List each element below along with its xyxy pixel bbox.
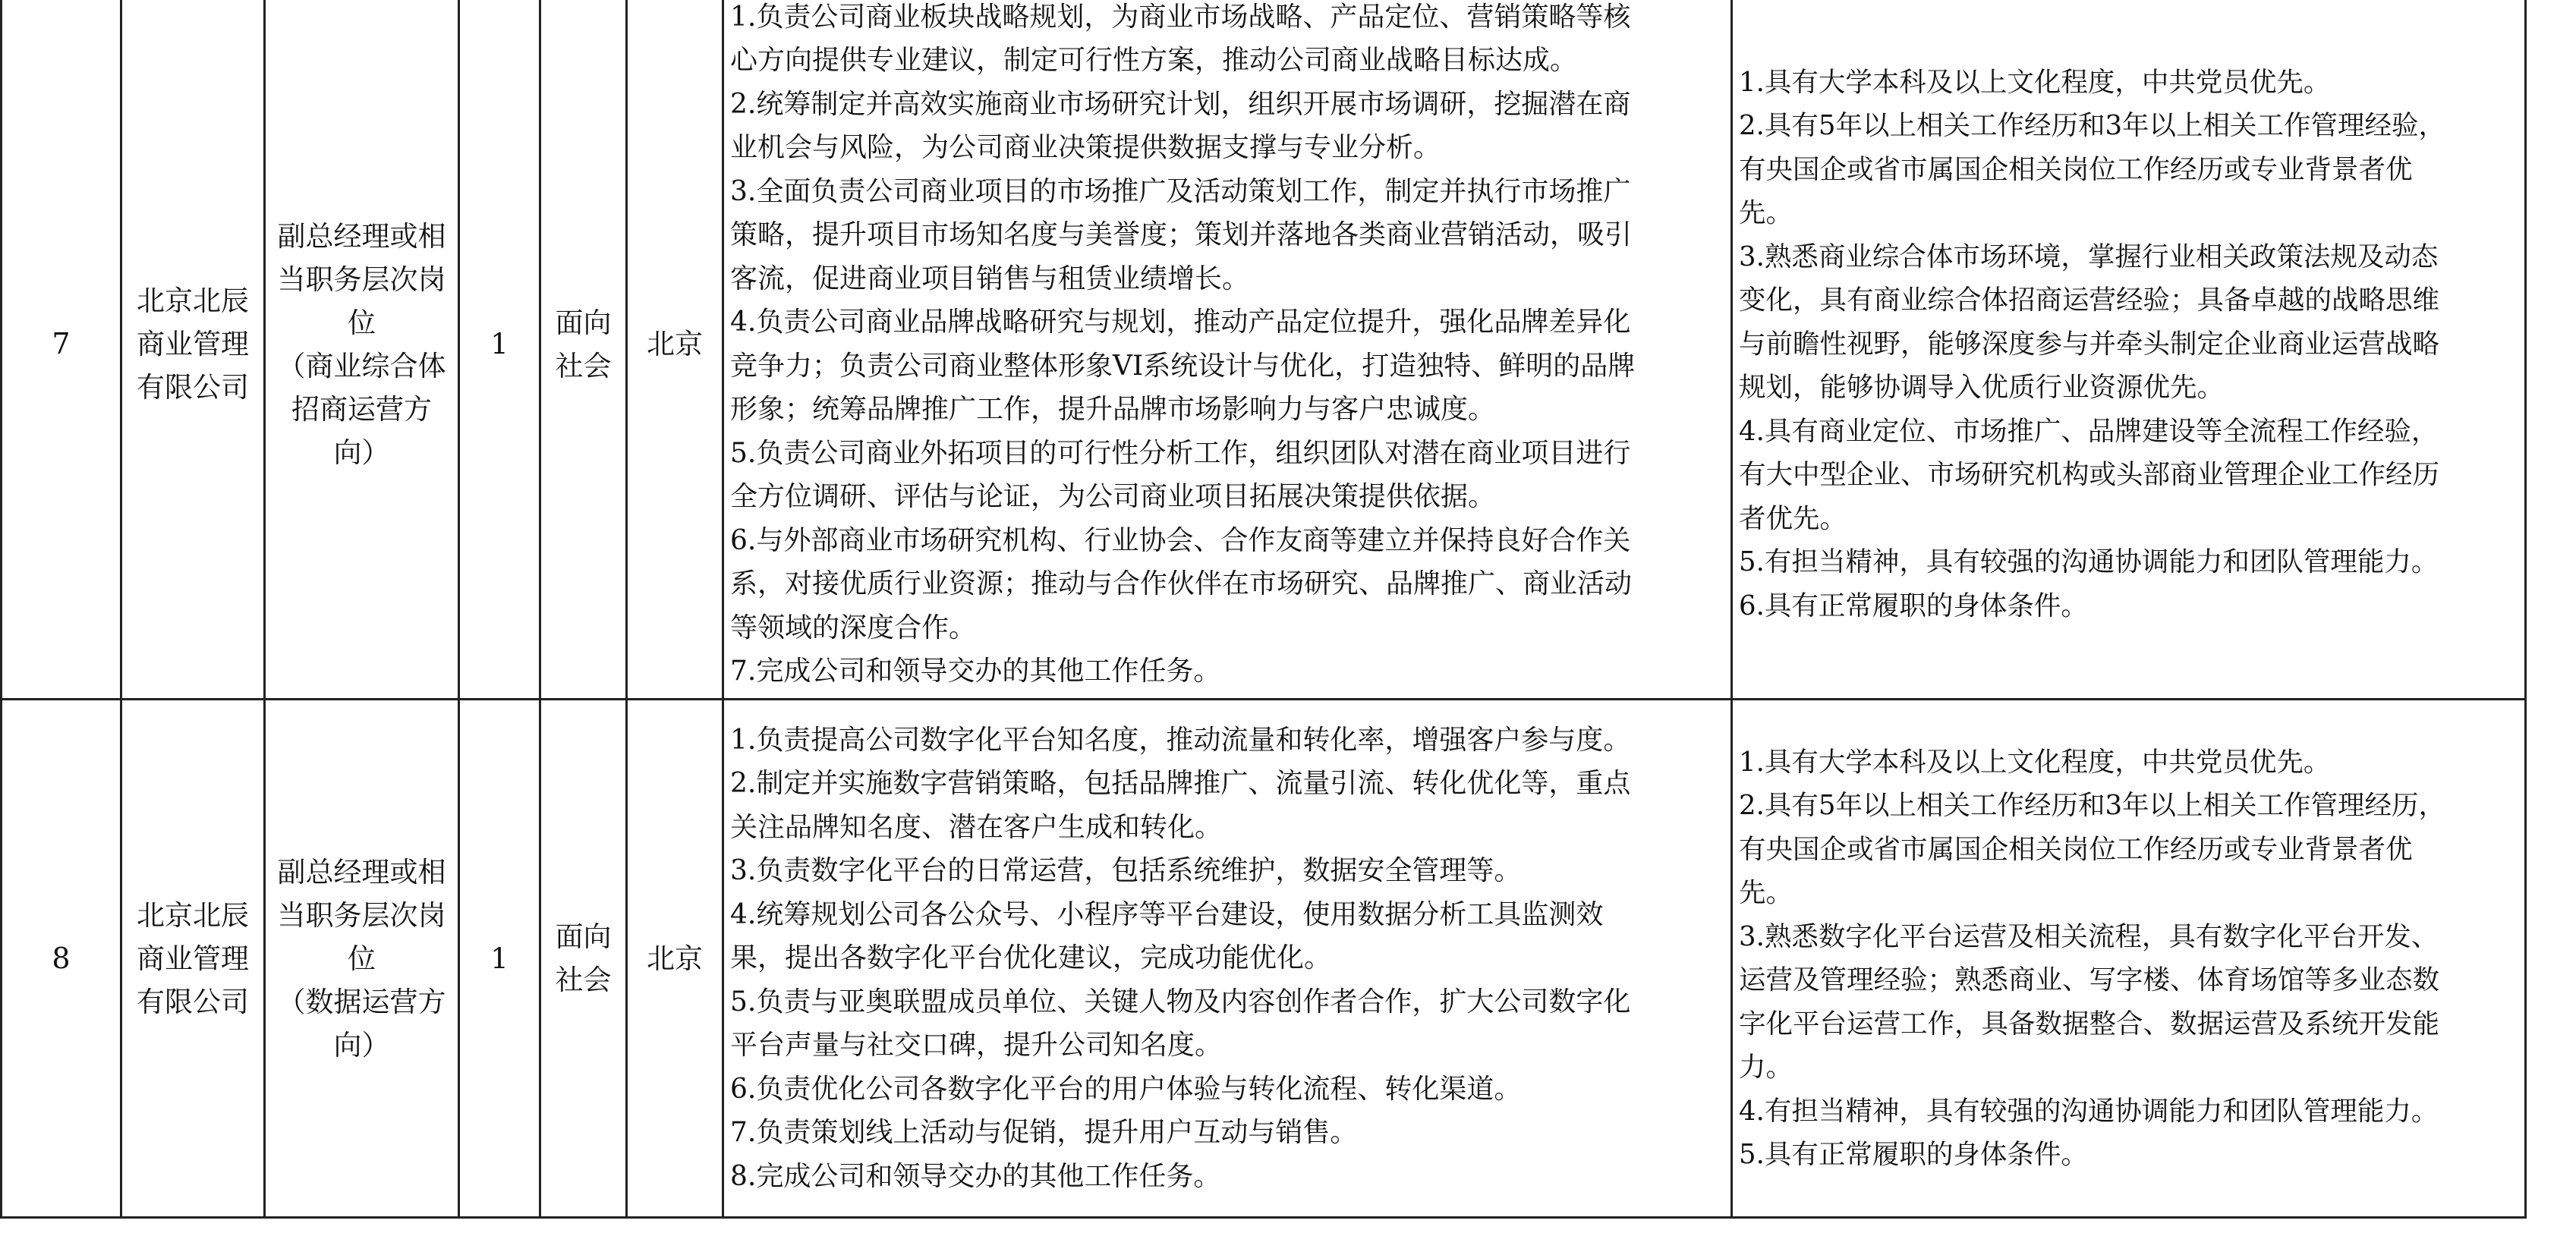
text-line: 位	[348, 942, 376, 975]
text-line: 客流，促进商业项目销售与租赁业绩增长。	[730, 263, 1250, 294]
text-line: 当职务层次岗	[277, 898, 446, 932]
text-line: 向）	[333, 1028, 390, 1062]
company-cell	[121, 0, 265, 700]
text-line: 北京北辰	[137, 285, 249, 317]
text-line: 全方位调研、评估与论证，为公司商业项目拓展决策提供依据。	[730, 481, 1496, 512]
text-line: 4.有担当精神，具有较强的沟通协调能力和团队管理能力。	[1739, 1095, 2439, 1127]
text-line: 商业管理	[137, 942, 249, 975]
text-line: 商业管理	[137, 328, 249, 360]
row-number: 8	[2, 700, 121, 1218]
text-line: （数据运营方	[277, 985, 446, 1018]
text-line: 5.具有正常履职的身体条件。	[1739, 1139, 2088, 1170]
text-line: 3.熟悉数字化平台运营及相关流程，具有数字化平台开发、	[1739, 920, 2439, 952]
audience-cell	[540, 700, 627, 1218]
text-line: 有大中型企业、市场研究机构或头部商业管理企业工作经历	[1739, 459, 2440, 491]
company-cell	[121, 700, 265, 1218]
position-cell	[265, 700, 459, 1218]
text-line: 7.负责策划线上活动与促销，提升用户互动与销售。	[730, 1117, 1358, 1149]
text-line: 关注品牌知名度、潜在客户生成和转化。	[730, 811, 1223, 843]
text-line: 当职务层次岗	[277, 263, 446, 296]
text-line: 1.负责提高公司数字化平台知名度，推动流量和转化率，增强客户参与度。	[730, 724, 1631, 756]
text-line: 1.负责公司商业板块战略规划，为商业市场战略、产品定位、营销策略等核	[730, 1, 1631, 33]
text-line: 1.具有大学本科及以上文化程度，中共党员优先。	[1739, 66, 2331, 98]
text-line: 北京北辰	[137, 898, 249, 932]
text-line: 5.有担当精神，具有较强的沟通协调能力和团队管理能力。	[1739, 546, 2439, 578]
requirements-cell	[1732, 0, 2526, 700]
location-cell: 北京	[627, 0, 723, 700]
text-line: 6.与外部商业市场研究机构、行业协会、合作友商等建立并保持良好合作关	[730, 524, 1631, 556]
audience-cell	[540, 0, 627, 700]
text-line: 果，提出各数字化平台优化建议，完成功能优化。	[730, 942, 1332, 974]
text-line: 8.完成公司和领导交办的其他工作任务。	[730, 1160, 1221, 1192]
text-line: 2.制定并实施数字营销策略，包括品牌推广、流量引流、转化优化等，重点	[730, 768, 1631, 800]
text-line: 4.统筹规划公司各公众号、小程序等平台建设，使用数据分析工具监测效	[730, 898, 1604, 930]
text-line: 先。	[1739, 197, 1793, 229]
text-line: 向）	[333, 436, 390, 469]
text-line: 力。	[1739, 1052, 1793, 1083]
text-line: 先。	[1739, 877, 1793, 908]
text-line: 心方向提供专业建议，制定可行性方案，推动公司商业战略目标达成。	[730, 45, 1578, 76]
text-line: 有央国企或省市属国企相关岗位工作经历或专业背景者优	[1739, 153, 2413, 185]
text-line: 2.统筹制定并高效实施商业市场研究计划，组织开展市场调研，挖掘潜在商	[730, 88, 1631, 120]
text-line: 面向	[555, 920, 612, 953]
text-line: 等领域的深度合作。	[730, 612, 977, 643]
text-line: 招商运营方	[291, 392, 432, 426]
headcount-cell: 1	[459, 700, 540, 1218]
text-line: 业机会与风险，为公司商业决策提供数据支撑与专业分析。	[730, 132, 1441, 163]
text-line: 平台声量与社交口碑，提升公司知名度。	[730, 1030, 1223, 1062]
text-line: 策略，提升项目市场知名度与美誉度；策划并落地各类商业营销活动，吸引	[730, 219, 1633, 250]
text-line: 4.具有商业定位、市场推广、品牌建设等全流程工作经验，	[1739, 415, 2439, 447]
text-line: 2.具有5年以上相关工作经历和3年以上相关工作管理经验，	[1739, 110, 2446, 142]
text-line: 副总经理或相	[277, 855, 446, 889]
duties-cell	[723, 700, 1732, 1218]
text-line: 变化，具有商业综合体招商运营经验；具备卓越的战略思维	[1739, 285, 2440, 316]
text-line: 形象；统筹品牌推广工作，提升品牌市场影响力与客户忠诚度。	[730, 394, 1496, 425]
text-line: 有限公司	[137, 985, 249, 1018]
row-number: 7	[2, 0, 121, 700]
text-line: 字化平台运营工作，具备数据整合、数据运营及系统开发能	[1739, 1008, 2440, 1040]
text-line: 1.具有大学本科及以上文化程度，中共党员优先。	[1739, 746, 2331, 778]
text-line: 有限公司	[137, 371, 249, 404]
text-line: 规划，能够协调导入优质行业资源优先。	[1739, 372, 2225, 404]
text-line: 者优先。	[1739, 502, 1847, 534]
text-line: 与前瞻性视野，能够深度参与并牵头制定企业商业运营战略	[1739, 328, 2440, 360]
text-line: （商业综合体	[277, 349, 446, 382]
text-line: 6.负责优化公司各数字化平台的用户体验与转化流程、转化渠道。	[730, 1073, 1522, 1105]
requirements-cell	[1732, 700, 2526, 1218]
position-cell	[265, 0, 459, 700]
table-row	[2, 700, 2526, 1218]
text-line: 5.负责公司商业外拓项目的可行性分析工作，组织团队对潜在商业项目进行	[730, 437, 1631, 469]
text-line: 5.负责与亚奥联盟成员单位、关键人物及内容创作者合作，扩大公司数字化	[730, 986, 1631, 1018]
text-line: 面向	[555, 306, 612, 339]
location-cell: 北京	[627, 700, 723, 1218]
text-line: 竞争力；负责公司商业整体形象VI系统设计与优化，打造独特、鲜明的品牌	[730, 350, 1636, 382]
table-row	[2, 0, 2526, 700]
duties-cell	[723, 0, 1732, 700]
text-line: 2.具有5年以上相关工作经历和3年以上相关工作管理经历，	[1739, 790, 2446, 821]
text-line: 运营及管理经验；熟悉商业、写字楼、体育场馆等多业态数	[1739, 964, 2440, 996]
text-line: 位	[348, 306, 376, 339]
text-line: 3.负责数字化平台的日常运营，包括系统维护，数据安全管理等。	[730, 855, 1522, 887]
text-line: 7.完成公司和领导交办的其他工作任务。	[730, 656, 1221, 687]
headcount-cell: 1	[459, 0, 540, 700]
text-line: 3.全面负责公司商业项目的市场推广及活动策划工作，制定并执行市场推广	[730, 175, 1631, 207]
text-line: 3.熟悉商业综合体市场环境，掌握行业相关政策法规及动态	[1739, 241, 2439, 272]
text-line: 副总经理或相	[277, 219, 446, 253]
text-line: 系，对接优质行业资源；推动与合作伙伴在市场研究、品牌推广、商业活动	[730, 568, 1633, 599]
text-line: 6.具有正常履职的身体条件。	[1739, 590, 2088, 621]
text-line: 4.负责公司商业品牌战略研究与规划，推动产品定位提升，强化品牌差异化	[730, 307, 1631, 338]
text-line: 社会	[555, 349, 612, 382]
text-line: 有央国企或省市属国企相关岗位工作经历或专业背景者优	[1739, 833, 2413, 865]
text-line: 社会	[555, 964, 612, 996]
